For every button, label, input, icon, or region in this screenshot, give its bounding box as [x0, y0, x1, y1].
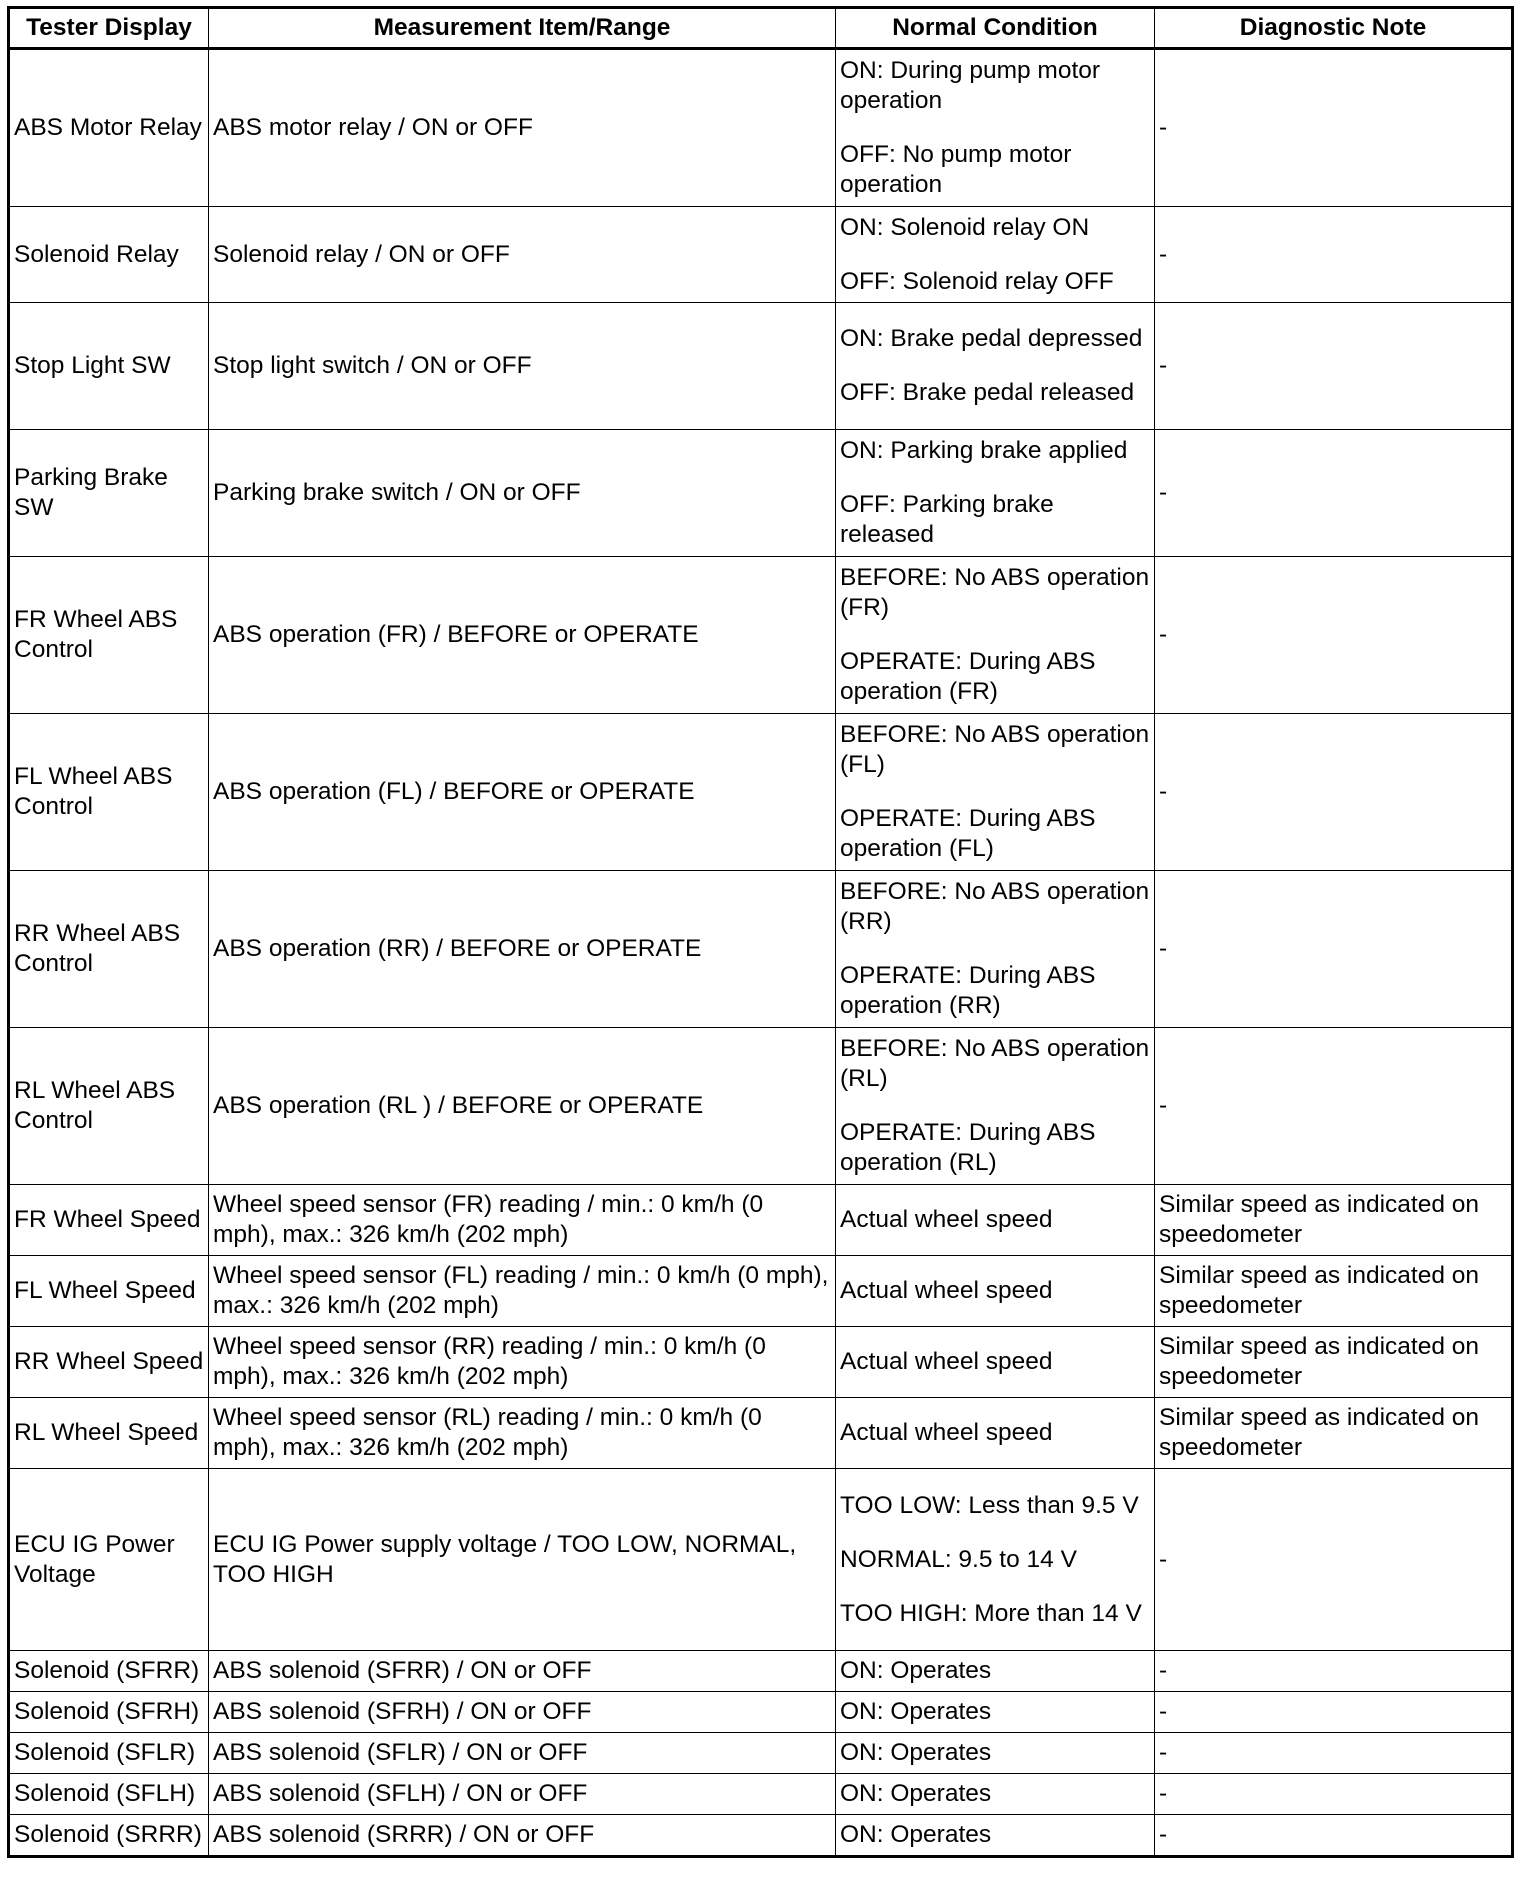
cell-diagnostic-note: - — [1155, 1469, 1513, 1651]
table-row — [9, 1815, 1513, 1857]
cell-normal-condition — [836, 1469, 1155, 1651]
normal-condition-line: OPERATE: During ABS operation (FR) — [840, 648, 1096, 705]
normal-condition-line: OFF: No pump motor operation — [840, 141, 1072, 198]
normal-condition-line: TOO HIGH: More than 14 V — [840, 1599, 1142, 1627]
cell-measurement: ABS solenoid (SFRR) / ON or OFF — [209, 1651, 836, 1692]
cell-measurement: Wheel speed sensor (FL) reading / min.: 0 km/h (0 mph), max.: 326 km/h (202 mph) — [209, 1256, 836, 1327]
header-measurement: Measurement Item/Range — [209, 8, 836, 49]
cell-tester-display: Solenoid (SFRR) — [9, 1651, 209, 1692]
cell-normal-condition: Actual wheel speed — [836, 1256, 1155, 1327]
cell-tester-display: Solenoid (SFLH) — [9, 1774, 209, 1815]
cell-tester-display: Parking Brake SW — [9, 430, 209, 557]
normal-condition-line: BEFORE: No ABS operation (RL) — [840, 1035, 1150, 1092]
cell-normal-condition: ON: Operates — [836, 1815, 1155, 1857]
cell-tester-display: RR Wheel Speed — [9, 1327, 209, 1398]
cell-normal-condition — [836, 557, 1155, 714]
table-row — [9, 1469, 1513, 1651]
header-tester-display: Tester Display — [9, 8, 209, 49]
cell-normal-condition — [836, 430, 1155, 557]
table-row — [9, 1327, 1513, 1398]
cell-diagnostic-note: - — [1155, 1733, 1513, 1774]
table-row — [9, 1028, 1513, 1185]
cell-tester-display: FL Wheel Speed — [9, 1256, 209, 1327]
cell-measurement: Wheel speed sensor (FR) reading / min.: 0 km/h (0 mph), max.: 326 km/h (202 mph) — [209, 1185, 836, 1256]
cell-diagnostic-note: - — [1155, 1651, 1513, 1692]
cell-normal-condition — [836, 207, 1155, 303]
cell-normal-condition: ON: Operates — [836, 1651, 1155, 1692]
normal-condition-line: BEFORE: No ABS operation (FR) — [840, 564, 1150, 621]
table-row — [9, 1398, 1513, 1469]
cell-measurement: Stop light switch / ON or OFF — [209, 303, 836, 430]
cell-normal-condition: Actual wheel speed — [836, 1327, 1155, 1398]
cell-measurement: Wheel speed sensor (RR) reading / min.: 0 km/h (0 mph), max.: 326 km/h (202 mph) — [209, 1327, 836, 1398]
cell-normal-condition: Actual wheel speed — [836, 1185, 1155, 1256]
normal-condition-line: ON: Brake pedal depressed — [840, 325, 1143, 352]
cell-tester-display: FL Wheel ABS Control — [9, 714, 209, 871]
cell-tester-display: RL Wheel ABS Control — [9, 1028, 209, 1185]
table-row — [9, 49, 1513, 207]
normal-condition-line: OPERATE: During ABS operation (FL) — [840, 805, 1096, 862]
cell-tester-display: RL Wheel Speed — [9, 1398, 209, 1469]
cell-diagnostic-note: Similar speed as indicated on speedometer — [1155, 1256, 1513, 1327]
cell-normal-condition: Actual wheel speed — [836, 1398, 1155, 1469]
header-normal-condition: Normal Condition — [836, 8, 1155, 49]
normal-condition-line: TOO LOW: Less than 9.5 V — [840, 1491, 1139, 1519]
cell-measurement: Wheel speed sensor (RL) reading / min.: 0 km/h (0 mph), max.: 326 km/h (202 mph) — [209, 1398, 836, 1469]
normal-condition-line: NORMAL: 9.5 to 14 V — [840, 1545, 1077, 1573]
cell-normal-condition: ON: Operates — [836, 1733, 1155, 1774]
cell-tester-display: Solenoid (SRRR) — [9, 1815, 209, 1857]
table-header — [9, 8, 1513, 49]
normal-condition-line: BEFORE: No ABS operation (FL) — [840, 721, 1150, 778]
normal-condition-line: ON: During pump motor operation — [840, 57, 1101, 114]
cell-measurement: ABS motor relay / ON or OFF — [209, 49, 836, 207]
cell-diagnostic-note: Similar speed as indicated on speedometer — [1155, 1398, 1513, 1469]
table-body — [9, 49, 1513, 1857]
cell-measurement: ABS solenoid (SFLR) / ON or OFF — [209, 1733, 836, 1774]
cell-measurement: Parking brake switch / ON or OFF — [209, 430, 836, 557]
cell-diagnostic-note: Similar speed as indicated on speedometer — [1155, 1185, 1513, 1256]
cell-diagnostic-note: - — [1155, 871, 1513, 1028]
table-row — [9, 1185, 1513, 1256]
cell-measurement: ECU IG Power supply voltage / TOO LOW, NORMAL, TOO HIGH — [209, 1469, 836, 1651]
cell-measurement: ABS solenoid (SRRR) / ON or OFF — [209, 1815, 836, 1857]
cell-tester-display: Stop Light SW — [9, 303, 209, 430]
cell-diagnostic-note: - — [1155, 1028, 1513, 1185]
cell-diagnostic-note: - — [1155, 1815, 1513, 1857]
cell-normal-condition — [836, 303, 1155, 430]
table-row — [9, 1774, 1513, 1815]
cell-diagnostic-note: - — [1155, 49, 1513, 207]
cell-diagnostic-note: - — [1155, 1692, 1513, 1733]
table-row — [9, 1692, 1513, 1733]
header-row — [9, 8, 1513, 49]
cell-normal-condition — [836, 49, 1155, 207]
cell-measurement: Solenoid relay / ON or OFF — [209, 207, 836, 303]
normal-condition-line: OFF: Brake pedal released — [840, 379, 1135, 406]
normal-condition-line: OFF: Solenoid relay OFF — [840, 267, 1114, 295]
cell-normal-condition — [836, 871, 1155, 1028]
table-row — [9, 303, 1513, 430]
normal-condition-line: OFF: Parking brake released — [840, 491, 1054, 548]
table-row — [9, 714, 1513, 871]
cell-diagnostic-note: - — [1155, 430, 1513, 557]
cell-normal-condition — [836, 1028, 1155, 1185]
table-row — [9, 1733, 1513, 1774]
cell-normal-condition — [836, 714, 1155, 871]
cell-diagnostic-note: - — [1155, 207, 1513, 303]
table-row — [9, 1256, 1513, 1327]
cell-diagnostic-note: - — [1155, 714, 1513, 871]
table-row — [9, 207, 1513, 303]
cell-tester-display: ECU IG Power Voltage — [9, 1469, 209, 1651]
cell-diagnostic-note: - — [1155, 1774, 1513, 1815]
table-row — [9, 430, 1513, 557]
normal-condition-line: ON: Solenoid relay ON — [840, 213, 1090, 241]
table-row — [9, 557, 1513, 714]
normal-condition-line: ON: Parking brake applied — [840, 437, 1128, 464]
cell-diagnostic-note: Similar speed as indicated on speedometer — [1155, 1327, 1513, 1398]
cell-tester-display: RR Wheel ABS Control — [9, 871, 209, 1028]
normal-condition-line: OPERATE: During ABS operation (RL) — [840, 1119, 1096, 1176]
cell-diagnostic-note: - — [1155, 303, 1513, 430]
normal-condition-line: BEFORE: No ABS operation (RR) — [840, 878, 1150, 935]
cell-normal-condition: ON: Operates — [836, 1774, 1155, 1815]
cell-tester-display: FR Wheel Speed — [9, 1185, 209, 1256]
cell-tester-display: ABS Motor Relay — [9, 49, 209, 207]
cell-measurement: ABS solenoid (SFRH) / ON or OFF — [209, 1692, 836, 1733]
data-list-sheet — [7, 6, 1511, 1858]
cell-diagnostic-note: - — [1155, 557, 1513, 714]
cell-tester-display: Solenoid (SFLR) — [9, 1733, 209, 1774]
cell-measurement: ABS operation (RR) / BEFORE or OPERATE — [209, 871, 836, 1028]
table-row — [9, 1651, 1513, 1692]
cell-measurement: ABS operation (FL) / BEFORE or OPERATE — [209, 714, 836, 871]
cell-tester-display: Solenoid Relay — [9, 207, 209, 303]
cell-measurement: ABS operation (FR) / BEFORE or OPERATE — [209, 557, 836, 714]
cell-measurement: ABS solenoid (SFLH) / ON or OFF — [209, 1774, 836, 1815]
cell-tester-display: FR Wheel ABS Control — [9, 557, 209, 714]
table-row — [9, 871, 1513, 1028]
tester-data-table — [7, 6, 1514, 1858]
cell-normal-condition: ON: Operates — [836, 1692, 1155, 1733]
cell-measurement: ABS operation (RL ) / BEFORE or OPERATE — [209, 1028, 836, 1185]
normal-condition-line: OPERATE: During ABS operation (RR) — [840, 962, 1096, 1019]
cell-tester-display: Solenoid (SFRH) — [9, 1692, 209, 1733]
header-diagnostic-note: Diagnostic Note — [1155, 8, 1513, 49]
